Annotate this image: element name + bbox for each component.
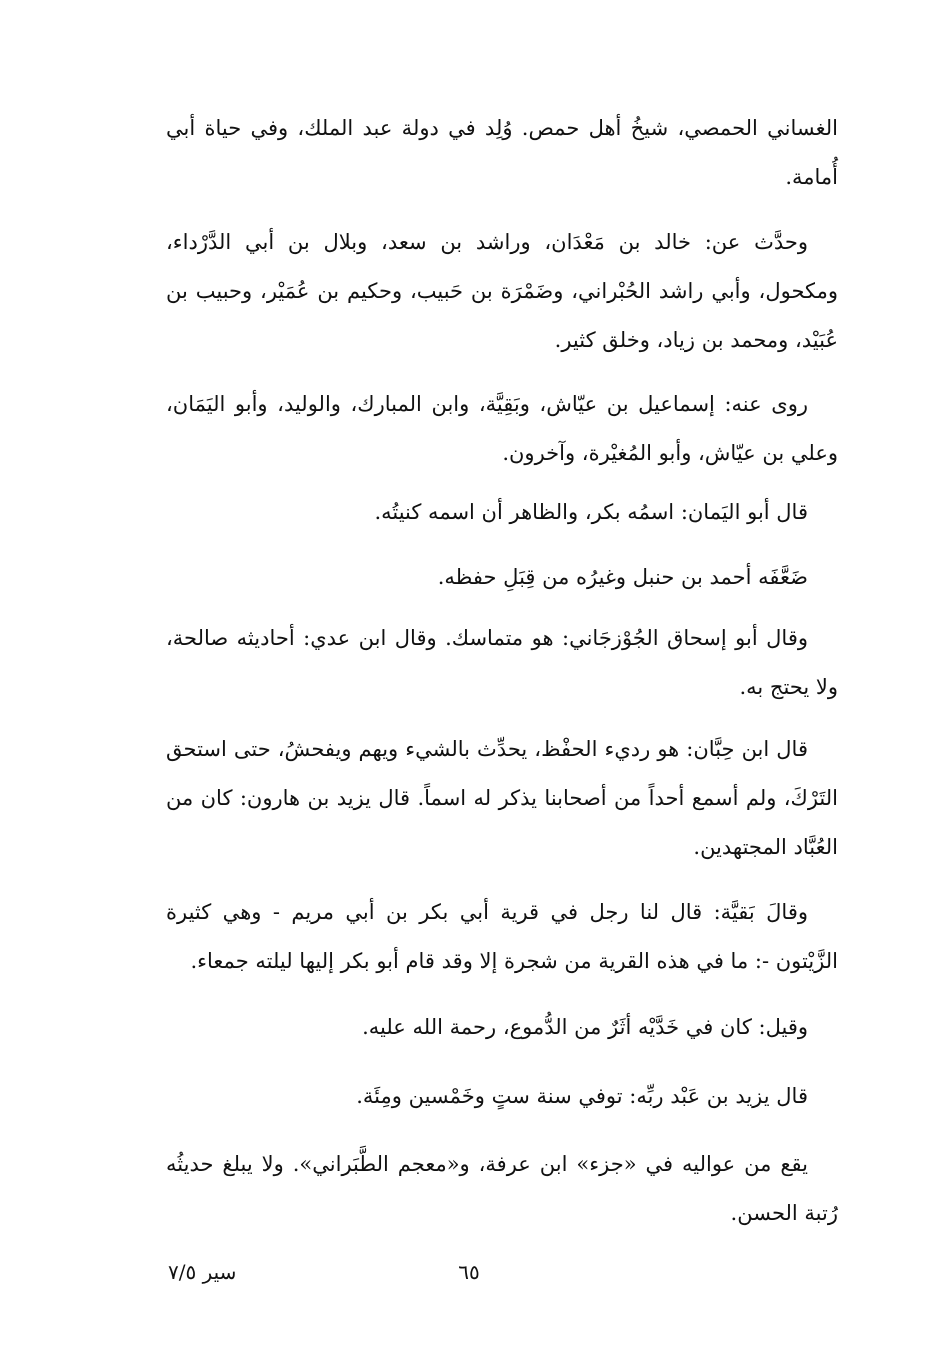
paragraph-4: قال أبو اليَمان: اسمُه بكر، والظاهر أن اسمه كنيتُه. [374,500,808,524]
paragraph-6: وقال أبو إسحاق الجُوْزجَاني: هو متماسك. وقال ابن عدي: أحاديثه صالحة، ولا يحتج به. [166,626,838,699]
paragraph-1: الغساني الحمصي، شيخُ أهل حمص. وُلِد في دولة عبد الملك، وفي حياة أبي أُمامة. [166,116,838,189]
paragraph-2: وحدَّث عن: خالد بن مَعْدَان، وراشد بن سعد، وبلال بن أبي الدَّرْداء، ومكحول، وأبي راشد الحُبْراني، وضَمْرَة بن حَبيب، وحكيم بن عُمَيْر، وحبيب بن عُبَيْد، ومحمد بن زياد، وخلق كثير. [166,230,838,352]
paragraph-8: وقالَ بَقيَّة: قال لنا رجل في قرية أبي بكر بن أبي مريم - وهي كثيرة الزَّيْتون -: ما في هذه القرية من شجرة إلا وقد قام أبو بكر إليها ليلته جمعاء. [166,900,838,973]
page-number: ٦٥ [458,1260,480,1284]
paragraph-7: قال ابن حِبَّان: هو رديء الحفْظ، يحدِّث بالشيء ويهم ويفحشُ، حتى استحق التَرْكَ، ولم أسمع أحداً من أصحابنا يذكر له اسماً. قال يزيد بن هارون: كان من العُبَّاد المجتهدين. [166,737,838,859]
paragraph-3: روى عنه: إسماعيل بن عيّاش، وبَقِيَّة، وابن المبارك، والوليد، وأبو اليَمَان، وعلي بن عيّاش، وأبو المُغيْرة، وآخرون. [166,392,838,465]
paragraph-9: وقيل: كان في خَدَّيْه أثَرٌ من الدُّموع، رحمة الله عليه. [362,1015,808,1039]
paragraph-10: قال يزيد بن عَبْد ربِّه: توفي سنة ستٍ وخَمْسين ومِئَة. [356,1084,808,1108]
signature-mark: سير ٧/٥ [168,1260,237,1284]
paragraph-11: يقع من عواليه في «جزء» ابن عرفة، و«معجم الطَّبَراني». ولا يبلغ حديثُه رُتبة الحسن. [166,1152,838,1225]
paragraph-5: ضَعَّفَه أحمد بن حنبل وغيرُه من قِبَلِ حفظه. [437,565,808,589]
